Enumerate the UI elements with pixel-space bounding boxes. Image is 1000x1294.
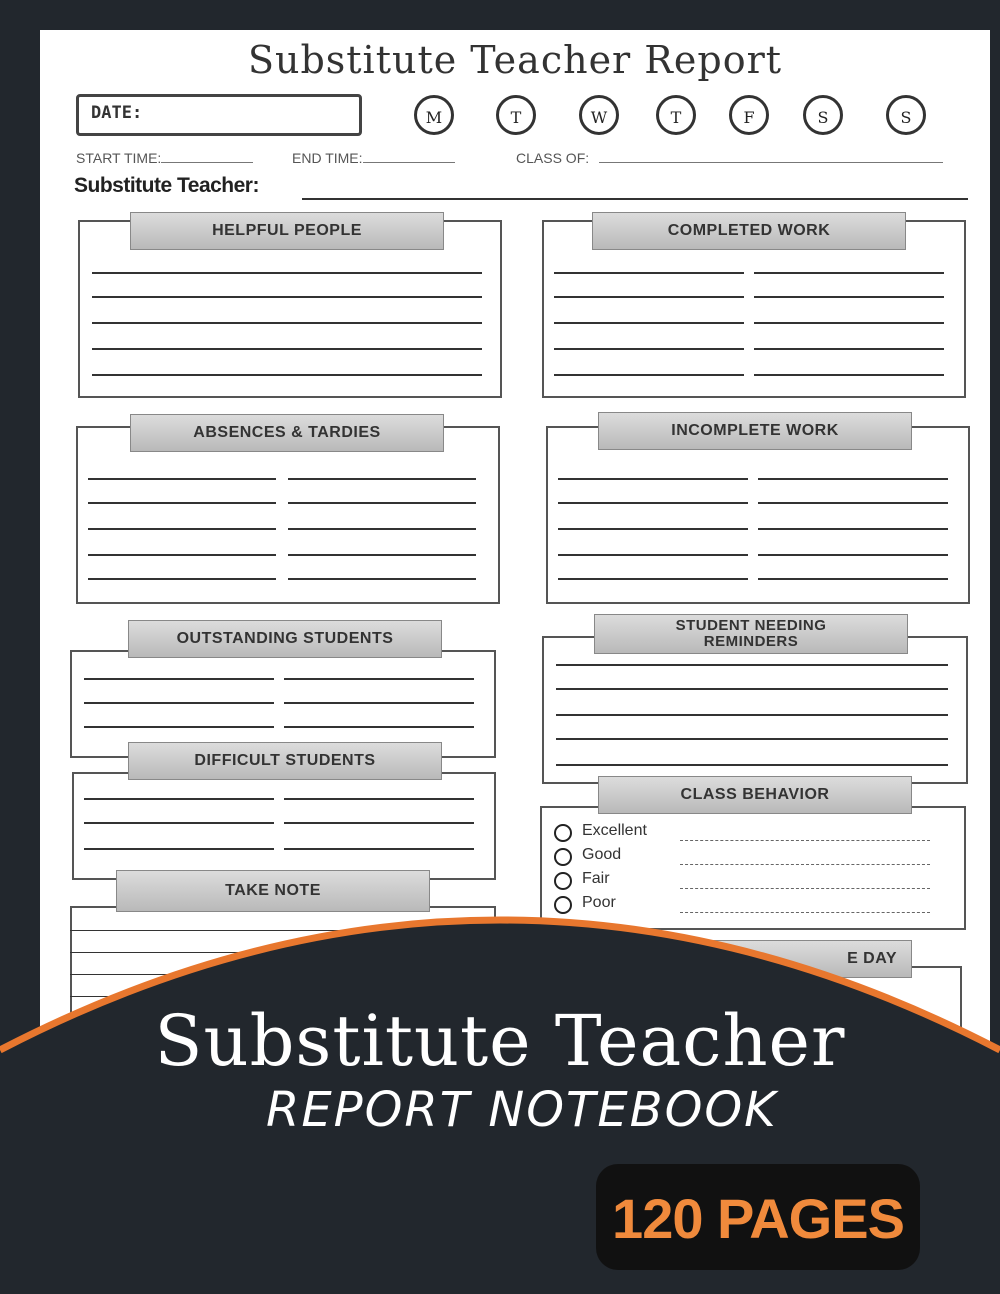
day-thursday: T <box>656 95 696 135</box>
cover-title: Substitute Teacher <box>154 1000 846 1082</box>
completed-work-label: COMPLETED WORK <box>592 212 906 250</box>
day-sunday: S <box>886 95 926 135</box>
day-tuesday: T <box>496 95 536 135</box>
incomplete-work-label: INCOMPLETE WORK <box>598 412 912 450</box>
class-behavior-label: CLASS BEHAVIOR <box>598 776 912 814</box>
pages-badge-text: 120 PAGES <box>612 1187 904 1250</box>
day-summary-label: E DAY <box>600 940 912 978</box>
behavior-option-fair: Fair <box>582 870 610 887</box>
absences-label: ABSENCES & TARDIES <box>130 414 444 452</box>
worksheet-title: Substitute Teacher Report <box>247 38 783 82</box>
reminders-label-line1: STUDENT NEEDING <box>675 617 827 635</box>
reminders-label-line2: REMINDERS <box>703 633 799 650</box>
day-friday: F <box>729 95 769 135</box>
day-monday: M <box>414 95 454 135</box>
end-time-label: END TIME: <box>292 150 363 166</box>
outstanding-students-label: OUTSTANDING STUDENTS <box>128 620 442 658</box>
behavior-option-poor: Poor <box>582 894 616 911</box>
difficult-students-label: DIFFICULT STUDENTS <box>128 742 442 780</box>
class-of-label: CLASS OF: <box>516 150 590 166</box>
pages-badge <box>596 1164 920 1270</box>
take-note-label: TAKE NOTE <box>116 870 430 912</box>
behavior-option-good: Good <box>582 846 622 863</box>
start-time-label: START TIME: <box>76 150 162 166</box>
cover-subtitle: REPORT NOTEBOOK <box>266 1082 778 1138</box>
date-label: DATE: <box>91 103 143 123</box>
day-saturday: S <box>803 95 843 135</box>
behavior-option-excellent: Excellent <box>582 822 647 839</box>
helpful-people-label: HELPFUL PEOPLE <box>130 212 444 250</box>
day-wednesday: W <box>579 95 619 135</box>
substitute-label: Substitute Teacher: <box>74 174 259 197</box>
